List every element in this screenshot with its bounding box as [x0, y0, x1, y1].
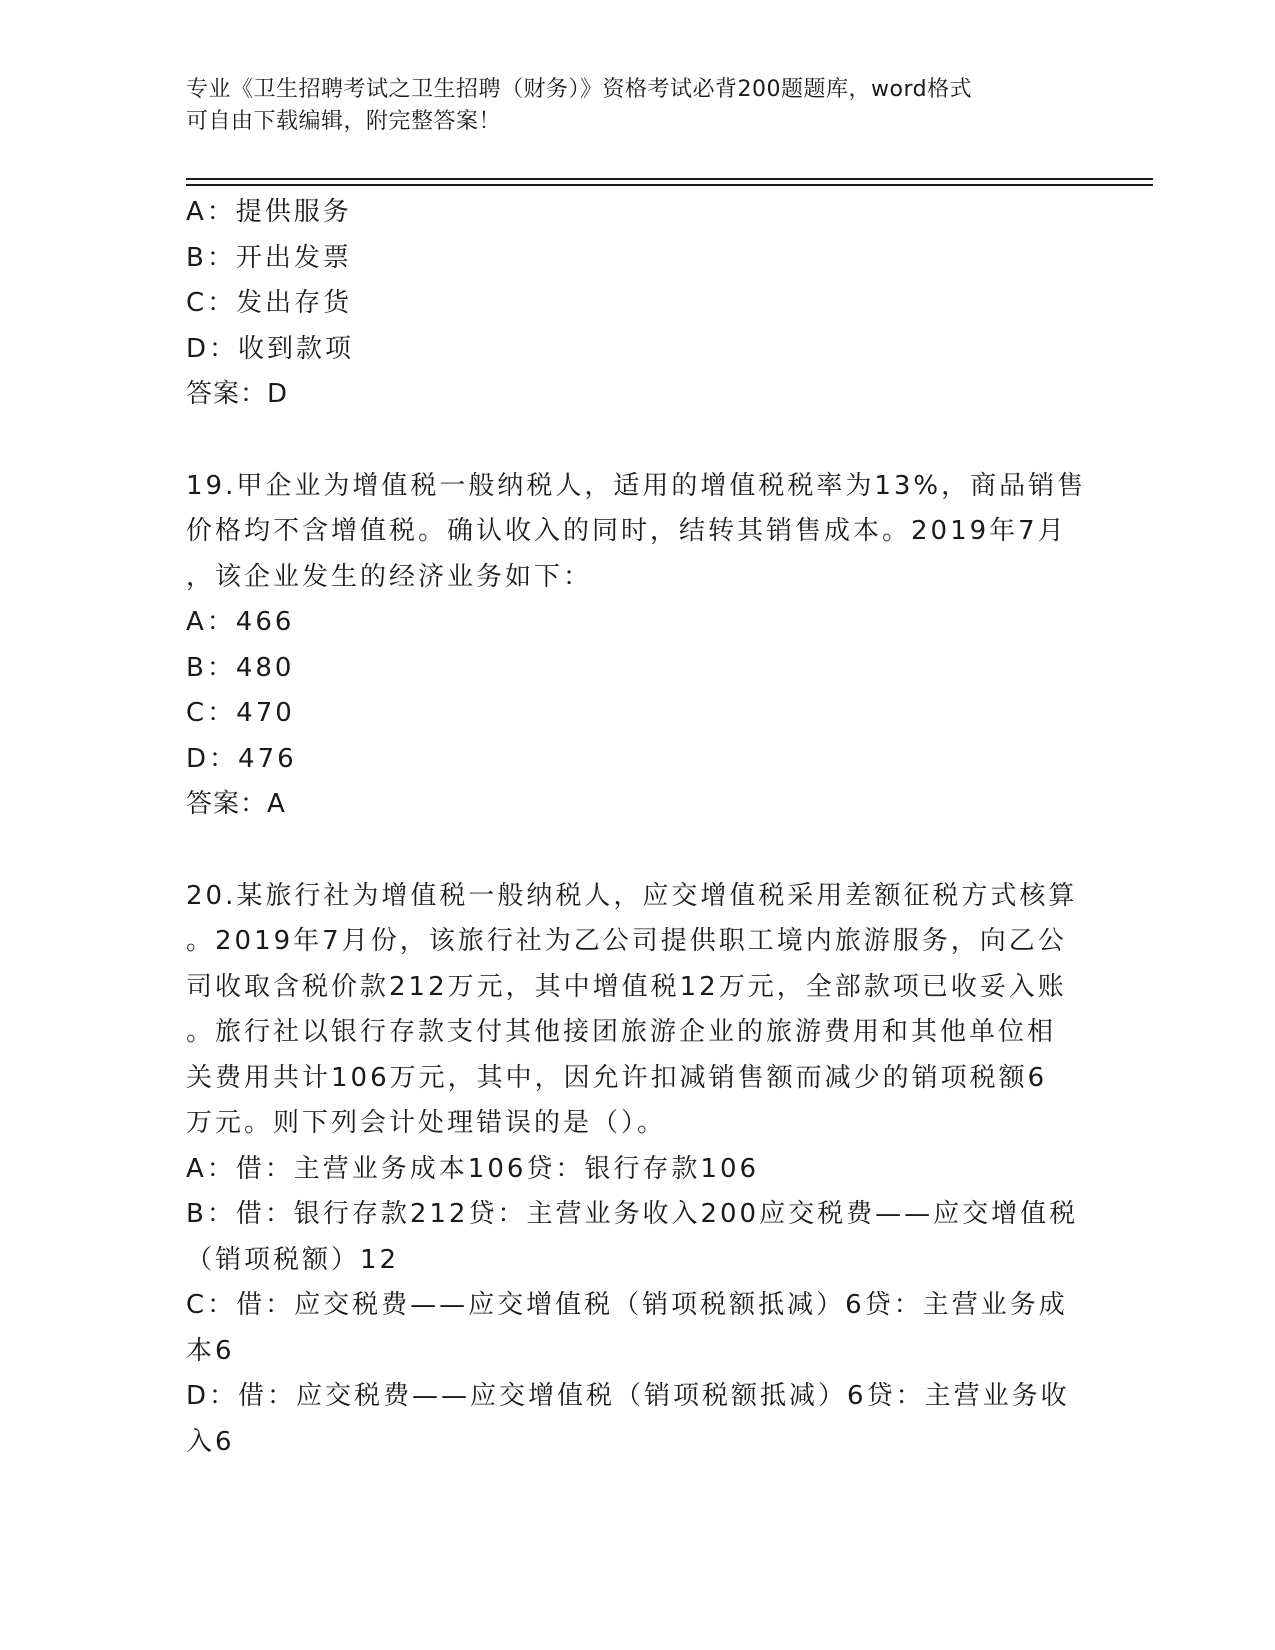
- question-stem-line: 价格均不含增值税。确认收入的同时，结转其销售成本。2019年7月: [186, 516, 1067, 546]
- question-18-block: [186, 190, 1076, 418]
- option-a: A：466: [186, 607, 295, 637]
- option-d: D：借：应交税费——应交增值税（销项税额抵减）6贷：主营业务收: [186, 1381, 1070, 1411]
- option-a: A：借：主营业务成本106贷：银行存款106: [186, 1153, 760, 1184]
- header-rule-top: [186, 178, 1153, 180]
- question-stem-line: 20.某旅行社为增值税一般纳税人，应交增值税采用差额征税方式核算: [186, 880, 1078, 911]
- question-stem-line: 万元。则下列会计处理错误的是（）。: [186, 1108, 667, 1138]
- option-a: A：提供服务: [186, 197, 352, 227]
- option-c: C：发出存货: [186, 288, 353, 318]
- document-header: [186, 74, 1086, 138]
- question-stem-line: 司收取含税价款212万元，其中增值税12万元，全部款项已收妥入账: [186, 971, 1067, 1002]
- header-line-1: 专业《卫生招聘考试之卫生招聘（财务）》资格考试必背200题题库，word格式: [186, 77, 973, 102]
- option-b: B：480: [186, 652, 295, 683]
- option-d: D：收到款项: [186, 333, 355, 364]
- spacer: [186, 418, 1076, 464]
- question-stem-line: 关费用共计106万元，其中，因允许扣减销售额而减少的销项税额6: [186, 1062, 1048, 1093]
- spacer: [186, 828, 1076, 874]
- option-b: B：借：银行存款212贷：主营业务收入200应交税费——应交增值税: [186, 1199, 1079, 1229]
- answer-line: 答案：D: [186, 379, 289, 409]
- question-20-block: [186, 874, 1079, 1466]
- option-b-continued: （销项税额）12: [186, 1244, 400, 1275]
- option-c: C：借：应交税费——应交增值税（销项税额抵减）6贷：主营业务成: [186, 1290, 1068, 1320]
- option-c-continued: 本6: [186, 1335, 235, 1366]
- question-stem-line: 。2019年7月份，该旅行社为乙公司提供职工境内旅游服务，向乙公: [186, 926, 1067, 956]
- header-line-2: 可自由下载编辑，附完整答案！: [186, 109, 502, 134]
- header-rule-bottom: [186, 184, 1153, 186]
- question-19-block: [186, 464, 1087, 828]
- document-body: [186, 190, 1087, 1465]
- option-b: B：开出发票: [186, 242, 352, 273]
- option-d-continued: 入6: [186, 1426, 235, 1457]
- question-stem-line: 。旅行社以银行存款支付其他接团旅游企业的旅游费用和其他单位相: [186, 1017, 1057, 1047]
- option-c: C：470: [186, 698, 295, 728]
- question-stem-line: 19.甲企业为增值税一般纳税人，适用的增值税税率为13%，商品销售: [186, 470, 1087, 501]
- option-d: D：476: [186, 743, 297, 774]
- question-stem-line: ，该企业发生的经济业务如下：: [186, 561, 593, 592]
- answer-line: 答案：A: [186, 789, 286, 819]
